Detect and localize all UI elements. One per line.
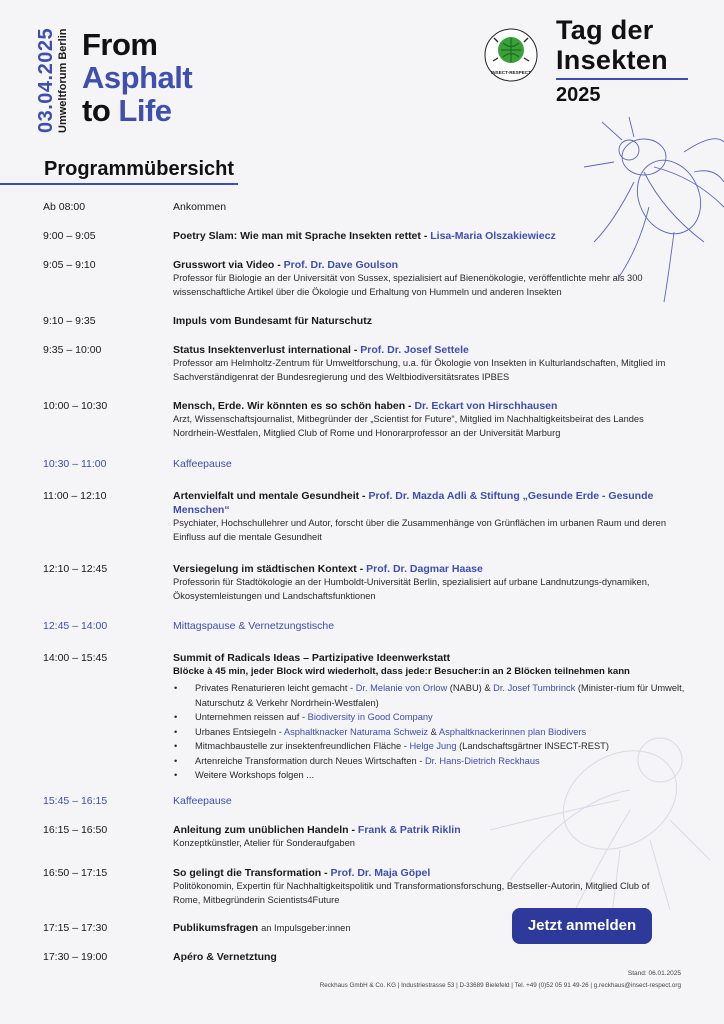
- list-item: • Unternehmen reissen auf - Biodiversity in Good Company: [173, 710, 685, 725]
- page-title: Programmübersicht: [44, 158, 235, 180]
- program-description: an Impulsgeber:innen: [261, 923, 351, 933]
- svg-text:INSECT-RESPECT: INSECT-RESPECT: [491, 70, 531, 75]
- program-title: Kaffeepause: [173, 458, 232, 470]
- program-title: Poetry Slam: Wie man mit Sprache Insekten rettet -: [173, 230, 431, 242]
- program-title: Grusswort via Video -: [173, 259, 284, 271]
- program-time: 12:10 – 12:45: [43, 563, 108, 575]
- program-time: 16:15 – 16:50: [43, 824, 108, 836]
- list-item: • Mitmachbaustelle zur insektenfreundlichen Fläche - Helge Jung (Landschaftsgärtner INSECT-REST): [173, 739, 685, 754]
- program-time: 9:00 – 9:05: [43, 230, 96, 242]
- program-description: Professorin für Stadtökologie an der Humboldt-Universität Berlin, spezialisiert auf urbane Landnutzungs-dynamiken, Ökosystemleistungen und Landschaftsfunktionen: [173, 577, 650, 601]
- program-time: 10:00 – 10:30: [43, 400, 108, 412]
- program-title: Artenvielfalt und mentale Gesundheit -: [173, 490, 369, 502]
- event-logo-rule: [556, 78, 688, 80]
- program-description: Professor am Helmholtz-Zentrum für Umweltforschung, u.a. für Ökologie von Insekten in Kulturlandschaften, Mitglied im Sachverständigenrat der Bundesregierung und des Weltbiodiversitätsrates IPBES: [173, 358, 666, 382]
- program-description: Blöcke à 45 min, jeder Block wird wiederholt, dass jede:r Besucher:in an 2 Blöcken teilnehmen kann: [173, 666, 630, 677]
- program-speaker: Prof. Dr. Josef Settele: [360, 344, 469, 356]
- brand-word-to: to: [82, 93, 111, 128]
- list-item: • Artenreiche Transformation durch Neues Wirtschaften - Dr. Hans-Dietrich Reckhaus: [173, 754, 685, 769]
- list-item: • Weitere Workshops folgen ...: [173, 768, 685, 783]
- program-title: Impuls vom Bundesamt für Naturschutz: [173, 315, 372, 327]
- program-speaker: Prof. Dr. Mazda Adli & Stiftung „Gesunde Erde - Gesunde Menschen“: [173, 490, 654, 516]
- program-speaker: Dr. Eckart von Hirschhausen: [414, 400, 558, 412]
- list-item: • Urbanes Entsiegeln - Asphaltknacker Naturama Schweiz & Asphaltknackerinnen plan Biodivers: [173, 725, 685, 740]
- program-title: Versiegelung im städtischen Kontext -: [173, 563, 367, 575]
- program-title: Apéro & Vernetztung: [173, 951, 277, 963]
- event-logo: [556, 15, 696, 106]
- workshop-link[interactable]: Dr. Josef Tumbrinck: [493, 683, 576, 693]
- brand-line-2: Asphalt: [82, 60, 193, 95]
- program-description: Psychiater, Hochschullehrer und Autor, forscht über die Zusammenhänge von Grünflächen im urbanen Raum und deren Einfluss auf die mentale Gesundheit: [173, 518, 667, 542]
- program-title: Summit of Radicals Ideas – Partizipative Ideenwerkstatt: [173, 652, 451, 664]
- program-time: 17:30 – 19:00: [43, 951, 108, 963]
- workshop-link[interactable]: Asphaltknacker Naturama Schweiz: [283, 726, 429, 737]
- program-title: Mittagspause & Vernetzungstische: [173, 620, 335, 632]
- workshop-link[interactable]: Dr. Hans-Dietrich Reckhaus: [424, 755, 540, 766]
- event-logo-line-2: Insekten: [556, 45, 668, 75]
- event-date: 03.04.2025: [35, 27, 57, 133]
- workshop-link[interactable]: Dr. Melanie von Orlow: [355, 683, 448, 693]
- program-description: Professor für Biologie an der Universität von Sussex, spezialisiert auf Bienenökologie, veröffentlichte mehr als 300 wissenschaftliche Artikel über die Ökologie und Erhaltung von Hummeln und anderen Insekten: [173, 273, 643, 297]
- program-speaker: Prof. Dr. Maja Göpel: [330, 867, 431, 879]
- program-time: 10:30 – 11:00: [43, 458, 107, 470]
- event-venue: Umweltforum Berlin: [57, 28, 69, 133]
- program-time: 12:45 – 14:00: [43, 620, 108, 632]
- program-speaker: Prof. Dr. Dagmar Haase: [366, 563, 483, 575]
- brand-word-life: Life: [118, 93, 172, 128]
- document-date: Stand: 06.01.2025: [627, 970, 681, 977]
- brand-logo: [82, 28, 192, 127]
- program-time: 9:05 – 9:10: [43, 259, 96, 271]
- event-date-vertical: [36, 28, 69, 133]
- program-speaker: Lisa-Maria Olszakiewiecz: [430, 230, 556, 242]
- program-title: Anleitung zum unüblichen Handeln -: [173, 824, 358, 836]
- footer-contact: Reckhaus GmbH & Co. KG | Industriestrasse 53 | D-33689 Bielefeld | Tel. +49 (0)52 05 91 49-26 | g.reckhaus@insect-respect.org: [319, 982, 681, 989]
- register-button[interactable]: Jetzt anmelden: [512, 908, 652, 944]
- program-title: Kaffeepause: [173, 795, 232, 807]
- program-title: So gelingt die Transformation -: [173, 867, 331, 879]
- program-title: Status Insektenverlust international -: [173, 344, 361, 356]
- list-item: • Privates Renaturieren leicht gemacht - Dr. Melanie von Orlow (NABU) & Dr. Josef Tumbrinck (Minister-rium für Umwelt, Naturschutz & Verkehr Nordrhein-Westfalen): [173, 681, 685, 710]
- event-logo-line-1: Tag der: [556, 15, 654, 45]
- program-time: 14:00 – 15:45: [43, 652, 108, 664]
- program-speaker: Frank & Patrik Riklin: [357, 824, 461, 836]
- program-title: Publikumsfragen: [173, 922, 259, 934]
- program-time: 11:00 – 12:10: [43, 490, 107, 502]
- brand-line-3: [82, 94, 192, 127]
- program-description: Arzt, Wissenschaftsjournalist, Mitbegründer der „Scientist for Future“, Mitglied im Nachhaltigkeitsbeirat des Landes Nordrhein-Westfalen, Mitglied Club of Rome und Honorarprofessor an der Universität Marburg: [173, 414, 644, 438]
- title-underline: [0, 183, 238, 185]
- program-description: Politökonomin, Expertin für Nachhaltigkeitspolitik und Transformationsforschung, Bestseller-Autorin, Mitglied Club of Rome, Mitbegründerin Scientists4Future: [173, 881, 650, 905]
- program-speaker: Prof. Dr. Dave Goulson: [283, 259, 399, 271]
- workshop-link[interactable]: Helge Jung: [409, 741, 457, 751]
- program-title: Ankommen: [173, 201, 227, 213]
- event-logo-year: 2025: [556, 84, 601, 106]
- program-time: 16:50 – 17:15: [43, 867, 108, 879]
- program-time: 17:15 – 17:30: [43, 922, 108, 934]
- workshop-link[interactable]: Biodiversity in Good Company: [307, 712, 433, 722]
- program-time: 15:45 – 16:15: [43, 795, 108, 807]
- insect-respect-badge-icon: [484, 28, 538, 82]
- workshop-link[interactable]: Asphaltknackerinnen plan Biodivers: [438, 726, 587, 737]
- program-description: Konzeptkünstler, Atelier für Sonderaufgaben: [173, 838, 355, 848]
- program-time: 9:10 – 9:35: [43, 315, 96, 327]
- workshop-list: [173, 681, 685, 783]
- brand-line-1: From: [82, 27, 158, 62]
- program-title: Mensch, Erde. Wir könnten es so schön haben -: [173, 400, 415, 412]
- program-time: Ab 08:00: [43, 201, 86, 213]
- program-time: 9:35 – 10:00: [43, 344, 102, 356]
